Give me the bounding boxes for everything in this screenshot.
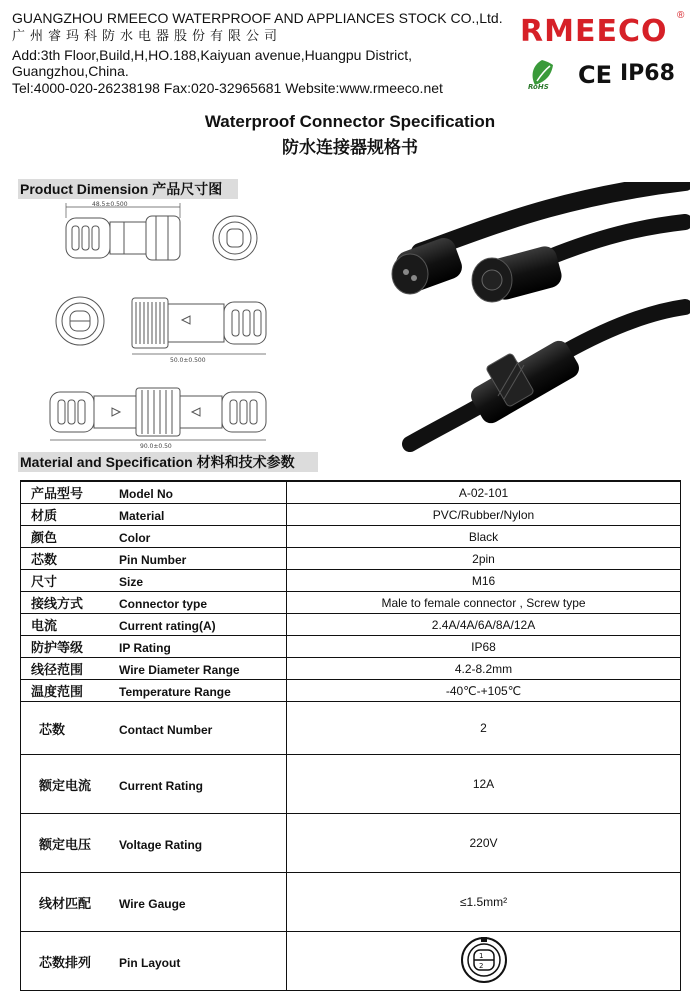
- spec-label-cn: 芯数: [31, 553, 58, 568]
- spec-label-cn: 颜色: [31, 531, 58, 546]
- spec-label-en: IP Rating: [119, 641, 171, 655]
- spec-row-voltage-rating: [21, 814, 681, 873]
- spec-label-en: Wire Diameter Range: [119, 663, 240, 677]
- spec-label-en: Material: [119, 509, 165, 523]
- pin-layout-cell: [287, 932, 681, 991]
- spec-value: 4.2-8.2mm: [287, 658, 681, 680]
- spec-value: 12A: [287, 755, 681, 814]
- product-photo: [380, 182, 690, 452]
- spec-value: -40℃-+105℃: [287, 680, 681, 702]
- spec-label-cn: 线径范围: [31, 663, 84, 678]
- spec-row-pin-layout: [21, 932, 681, 991]
- address-line-1: Add:3th Floor,Build,H,HO.188,Kaiyuan avenue,Huangpu District,: [12, 47, 413, 63]
- spec-row-contact-number: [21, 702, 681, 755]
- spec-label-en: Current rating(A): [119, 619, 216, 633]
- dimension-label-3: 90.0±0.50: [140, 443, 172, 450]
- spec-value: 2.4A/4A/6A/8A/12A: [287, 614, 681, 636]
- spec-value: ≤1.5mm²: [287, 873, 681, 932]
- spec-value: PVC/Rubber/Nylon: [287, 504, 681, 526]
- company-name-en: GUANGZHOU RMEECO WATERPROOF AND APPLIANCES STOCK CO.,Ltd.: [12, 10, 503, 26]
- ce-mark: CE: [578, 61, 613, 89]
- spec-value: 2: [287, 702, 681, 755]
- spec-label-en: Temperature Range: [119, 685, 231, 699]
- spec-row-pin-number: [21, 548, 681, 570]
- dimension-label-2: 50.0±0.500: [170, 357, 206, 364]
- spec-label-cn: 防护等级: [31, 641, 84, 656]
- contact-line: Tel:4000-020-26238198 Fax:020-32965681 Website:www.rmeeco.net: [12, 80, 443, 96]
- spec-label-en: Voltage Rating: [119, 837, 203, 852]
- svg-text:2: 2: [478, 961, 483, 970]
- spec-row-ip-rating: [21, 636, 681, 658]
- spec-label-en: Contact Number: [119, 722, 213, 737]
- title-en: Waterproof Connector Specification: [204, 112, 496, 131]
- spec-value: M16: [287, 570, 681, 592]
- spec-value: 2pin: [287, 548, 681, 570]
- spec-label-en: Color: [119, 531, 151, 545]
- pin-layout-icon: [459, 935, 509, 985]
- spec-row-model-no: [21, 481, 681, 504]
- spec-value: Black: [287, 526, 681, 548]
- spec-label-en: Connector type: [119, 597, 208, 611]
- spec-label-cn: 额定电压: [39, 837, 92, 853]
- registered-mark: ®: [677, 10, 685, 21]
- dimension-label-1: 48.5±0.500: [92, 201, 128, 208]
- ip68-mark: IP68: [620, 61, 675, 86]
- spec-row-current-rating-detail: [21, 755, 681, 814]
- spec-label-cn: 芯数: [39, 722, 66, 738]
- spec-row-size: [21, 570, 681, 592]
- spec-label-en: Size: [119, 575, 144, 589]
- svg-text:1: 1: [478, 951, 483, 960]
- spec-label-cn: 产品型号: [31, 487, 84, 502]
- spec-value: Male to female connector , Screw type: [287, 592, 681, 614]
- spec-row-wire-diameter: [21, 658, 681, 680]
- spec-label-cn: 线材匹配: [39, 896, 92, 912]
- spec-label-en: Pin Layout: [119, 955, 181, 970]
- spec-label-en: Pin Number: [119, 553, 187, 567]
- spec-label-en: Model No: [119, 487, 173, 501]
- rohs-label: RoHS: [528, 83, 549, 91]
- rmeeco-logo: RMEECO: [520, 14, 668, 49]
- spec-label-en: Current Rating: [119, 778, 203, 793]
- spec-row-wire-gauge: [21, 873, 681, 932]
- specification-table: [20, 480, 681, 991]
- company-name-cn: 广州睿玛科防水电器股份有限公司: [12, 29, 283, 44]
- spec-value: IP68: [287, 636, 681, 658]
- spec-value: A-02-101: [287, 481, 681, 504]
- spec-label-cn: 芯数排列: [39, 955, 92, 971]
- spec-row-current-rating: [21, 614, 681, 636]
- spec-label-en: Wire Gauge: [119, 896, 186, 911]
- dimension-drawing: [40, 198, 280, 458]
- spec-row-material: [21, 504, 681, 526]
- spec-label-cn: 温度范围: [31, 685, 84, 700]
- spec-label-cn: 接线方式: [31, 597, 84, 612]
- spec-row-connector-type: [21, 592, 681, 614]
- section-product-dimension: Product Dimension 产品尺寸图: [18, 179, 238, 199]
- rohs-icon: [525, 57, 559, 91]
- address-line-2: Guangzhou,China.: [12, 63, 129, 79]
- spec-label-cn: 电流: [31, 619, 58, 634]
- title-cn: 防水连接器规格书: [282, 138, 418, 158]
- section-material-specification: Material and Specification 材料和技术参数: [18, 452, 318, 472]
- spec-row-temperature-range: [21, 680, 681, 702]
- spec-value: 220V: [287, 814, 681, 873]
- spec-label-cn: 额定电流: [39, 778, 92, 794]
- spec-row-color: [21, 526, 681, 548]
- spec-label-cn: 材质: [31, 509, 58, 524]
- spec-label-cn: 尺寸: [31, 575, 58, 590]
